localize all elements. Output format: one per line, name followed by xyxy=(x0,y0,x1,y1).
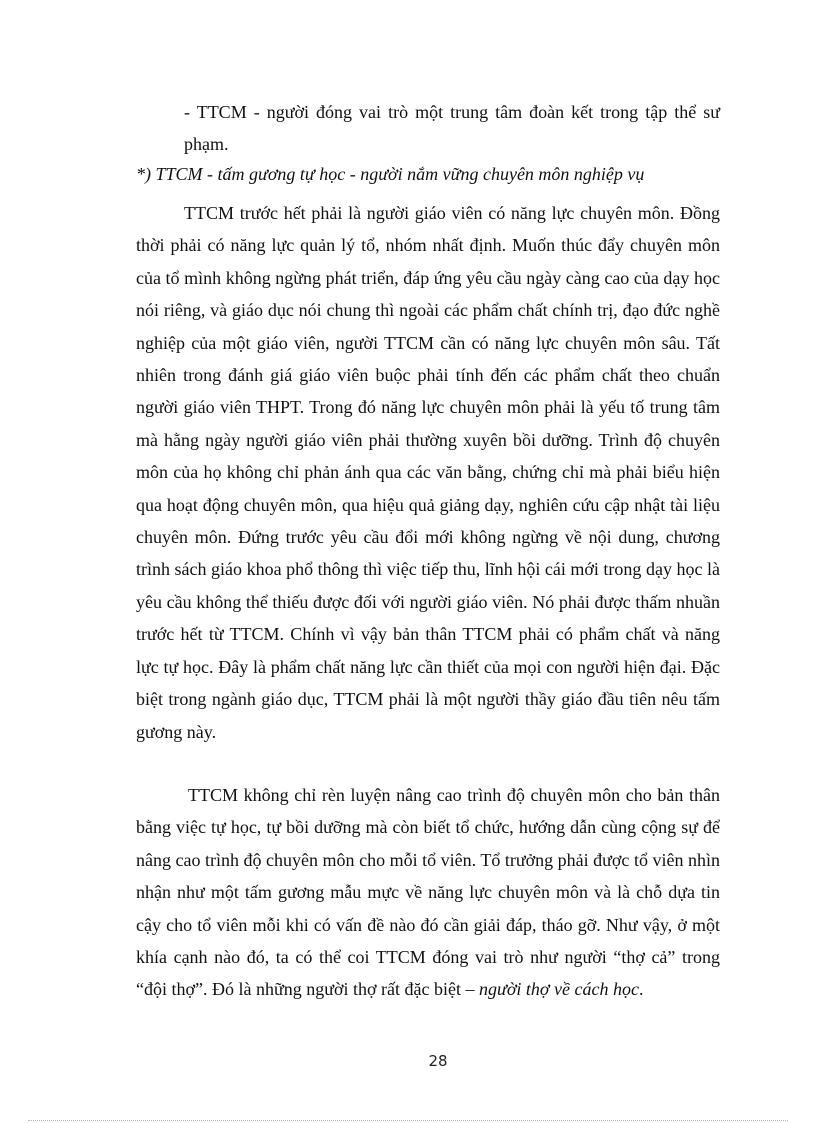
body-paragraph-1: TTCM trước hết phải là người giáo viên có năng lực chuyên môn. Đồng thời phải có năng lực quản lý tổ, nhóm nhất định. Muốn thúc đẩy chuyên môn của tổ mình không ngừng phát triển, đáp ứng yêu cầu ngày càng cao của dạy học nói riêng, và giáo dục nói chung thì ngoài các phẩm chất chính trị, đạo đức nghề nghiệp của một giáo viên, người TTCM cần có năng lực chuyên môn sâu. Tất nhiên trong đánh giá giáo viên buộc phải tính đến các phẩm chất theo chuẩn người giáo viên THPT. Trong đó năng lực chuyên môn phải là yếu tố trung tâm mà hằng ngày người giáo viên phải thường xuyên bồi dưỡng. Trình độ chuyên môn của họ không chỉ phản ánh qua các văn bằng, chứng chỉ mà phải biểu hiện qua hoạt động chuyên môn, qua hiệu quả giảng dạy, nghiên cứu cập nhật tài liệu chuyên môn. Đứng trước yêu cầu đổi mới không ngừng về nội dung, chương trình sách giáo khoa phổ thông thì việc tiếp thu, lĩnh hội cái mới trong dạy học là yêu cầu không thể thiếu được đối với người giáo viên. Nó phải được thấm nhuần trước hết từ TTCM. Chính vì vậy bản thân TTCM phải có phẩm chất và năng lực tự học. Đây là phẩm chất năng lực cần thiết của mọi con người hiện đại. Đặc biệt trong ngành giáo dục, TTCM phải là một người thầy giáo đầu tiên nêu tấm gương này. xyxy=(136,203,720,742)
body-paragraph-2 xyxy=(136,779,720,1006)
paragraph-2-ending: . xyxy=(638,979,644,1000)
paragraph-2-italic-phrase: người thợ về cách học xyxy=(474,979,639,1000)
paragraph-2-text: TTCM không chỉ rèn luyện nâng cao trình độ chuyên môn cho bản thân bằng việc tự học, tự bồi dưỡng mà còn biết tổ chức, hướng dẫn cùng cộng sự để nâng cao trình độ chuyên môn cho mỗi tổ viên. Tổ trưởng phải được tổ viên nhìn nhận như một tấm gương mẫu mực về năng lực chuyên môn và là chỗ dựa tin cậy cho tổ viên mỗi khi có vấn đề nào đó cần giải đáp, tháo gỡ. Như vậy, ở một khía cạnh nào đó, ta có thể coi TTCM đóng vai trò như người “thợ cả” trong “đội thợ”. Đó là những người thợ rất đặc biệt – xyxy=(136,785,720,1000)
footer-divider xyxy=(28,1120,788,1121)
page-number: 28 xyxy=(428,1052,448,1070)
bullet-point: - TTCM - người đóng vai trò một trung tâm đoàn kết trong tập thể sư phạm. xyxy=(184,102,720,155)
section-heading: *) TTCM - tấm gương tự học - người nắm vững chuyên môn nghiệp vụ xyxy=(136,164,645,184)
